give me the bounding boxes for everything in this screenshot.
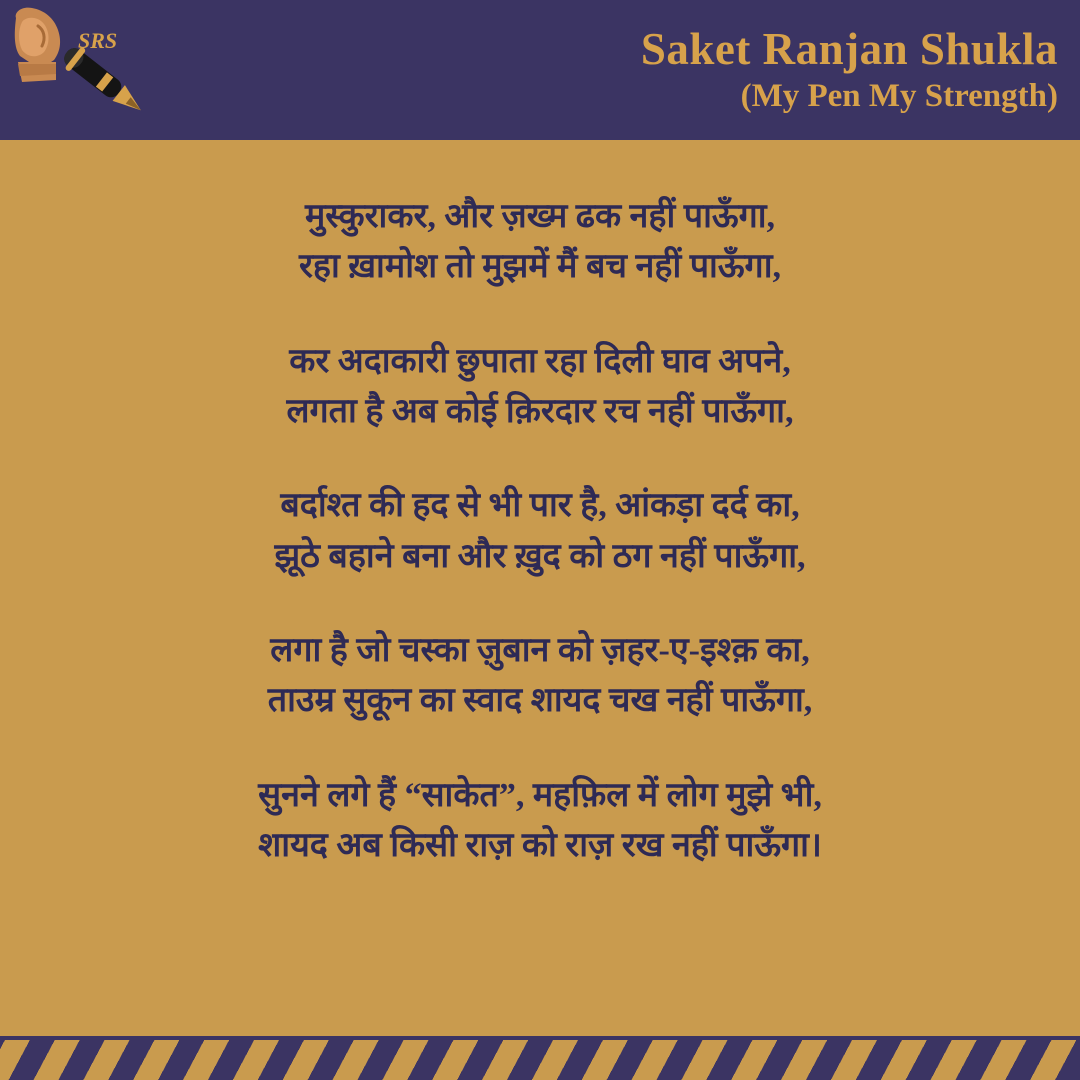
stanza (30, 771, 1050, 872)
stanza (30, 626, 1050, 727)
footer-divider (0, 1036, 1080, 1040)
poem-line: कर अदाकारी छुपाता रहा दिली घाव अपने, (289, 342, 791, 380)
poem-line: शायद अब किसी राज़ को राज़ रख नहीं पाऊँगा। (258, 826, 822, 864)
poem-line: बर्दाश्त की हद से भी पार है, आंकड़ा दर्द का, (280, 487, 800, 525)
page-title: Saket Ranjan Shukla (640, 24, 1058, 75)
poem-body (0, 140, 1080, 1036)
poem-line: लगता है अब कोई क़िरदार रच नहीं पाऊँगा, (286, 392, 794, 430)
stanza (30, 481, 1050, 582)
stanza (30, 337, 1050, 438)
logo-arm-and-pen-icon (8, 4, 158, 136)
stanza (30, 192, 1050, 293)
brand-title-block (641, 26, 1058, 114)
poem-line: झूठे बहाने बना और ख़ुद को ठग नहीं पाऊँगा, (274, 537, 806, 575)
footer-stripe-pattern (0, 1040, 1080, 1080)
poem-line: ताउम्र सुकून का स्वाद शायद चख नहीं पाऊँगा, (267, 682, 813, 720)
poem-line: लगा है जो चस्का ज़ुबान को ज़हर-ए-इश्क़ का, (270, 631, 810, 669)
logo-monogram-text: SRS (78, 28, 118, 53)
poem-line: सुनने लगे हैं “साकेत”, महफ़िल में लोग मुझे भी, (258, 776, 822, 814)
page-subtitle: (My Pen My Strength) (740, 78, 1058, 115)
poster-header (0, 0, 1080, 140)
poster-footer (0, 1036, 1080, 1080)
poem-line: रहा ख़ामोश तो मुझमें मैं बच नहीं पाऊँगा, (298, 248, 782, 286)
poem-line: मुस्कुराकर, और ज़ख्म ढक नहीं पाऊँगा, (304, 198, 776, 235)
